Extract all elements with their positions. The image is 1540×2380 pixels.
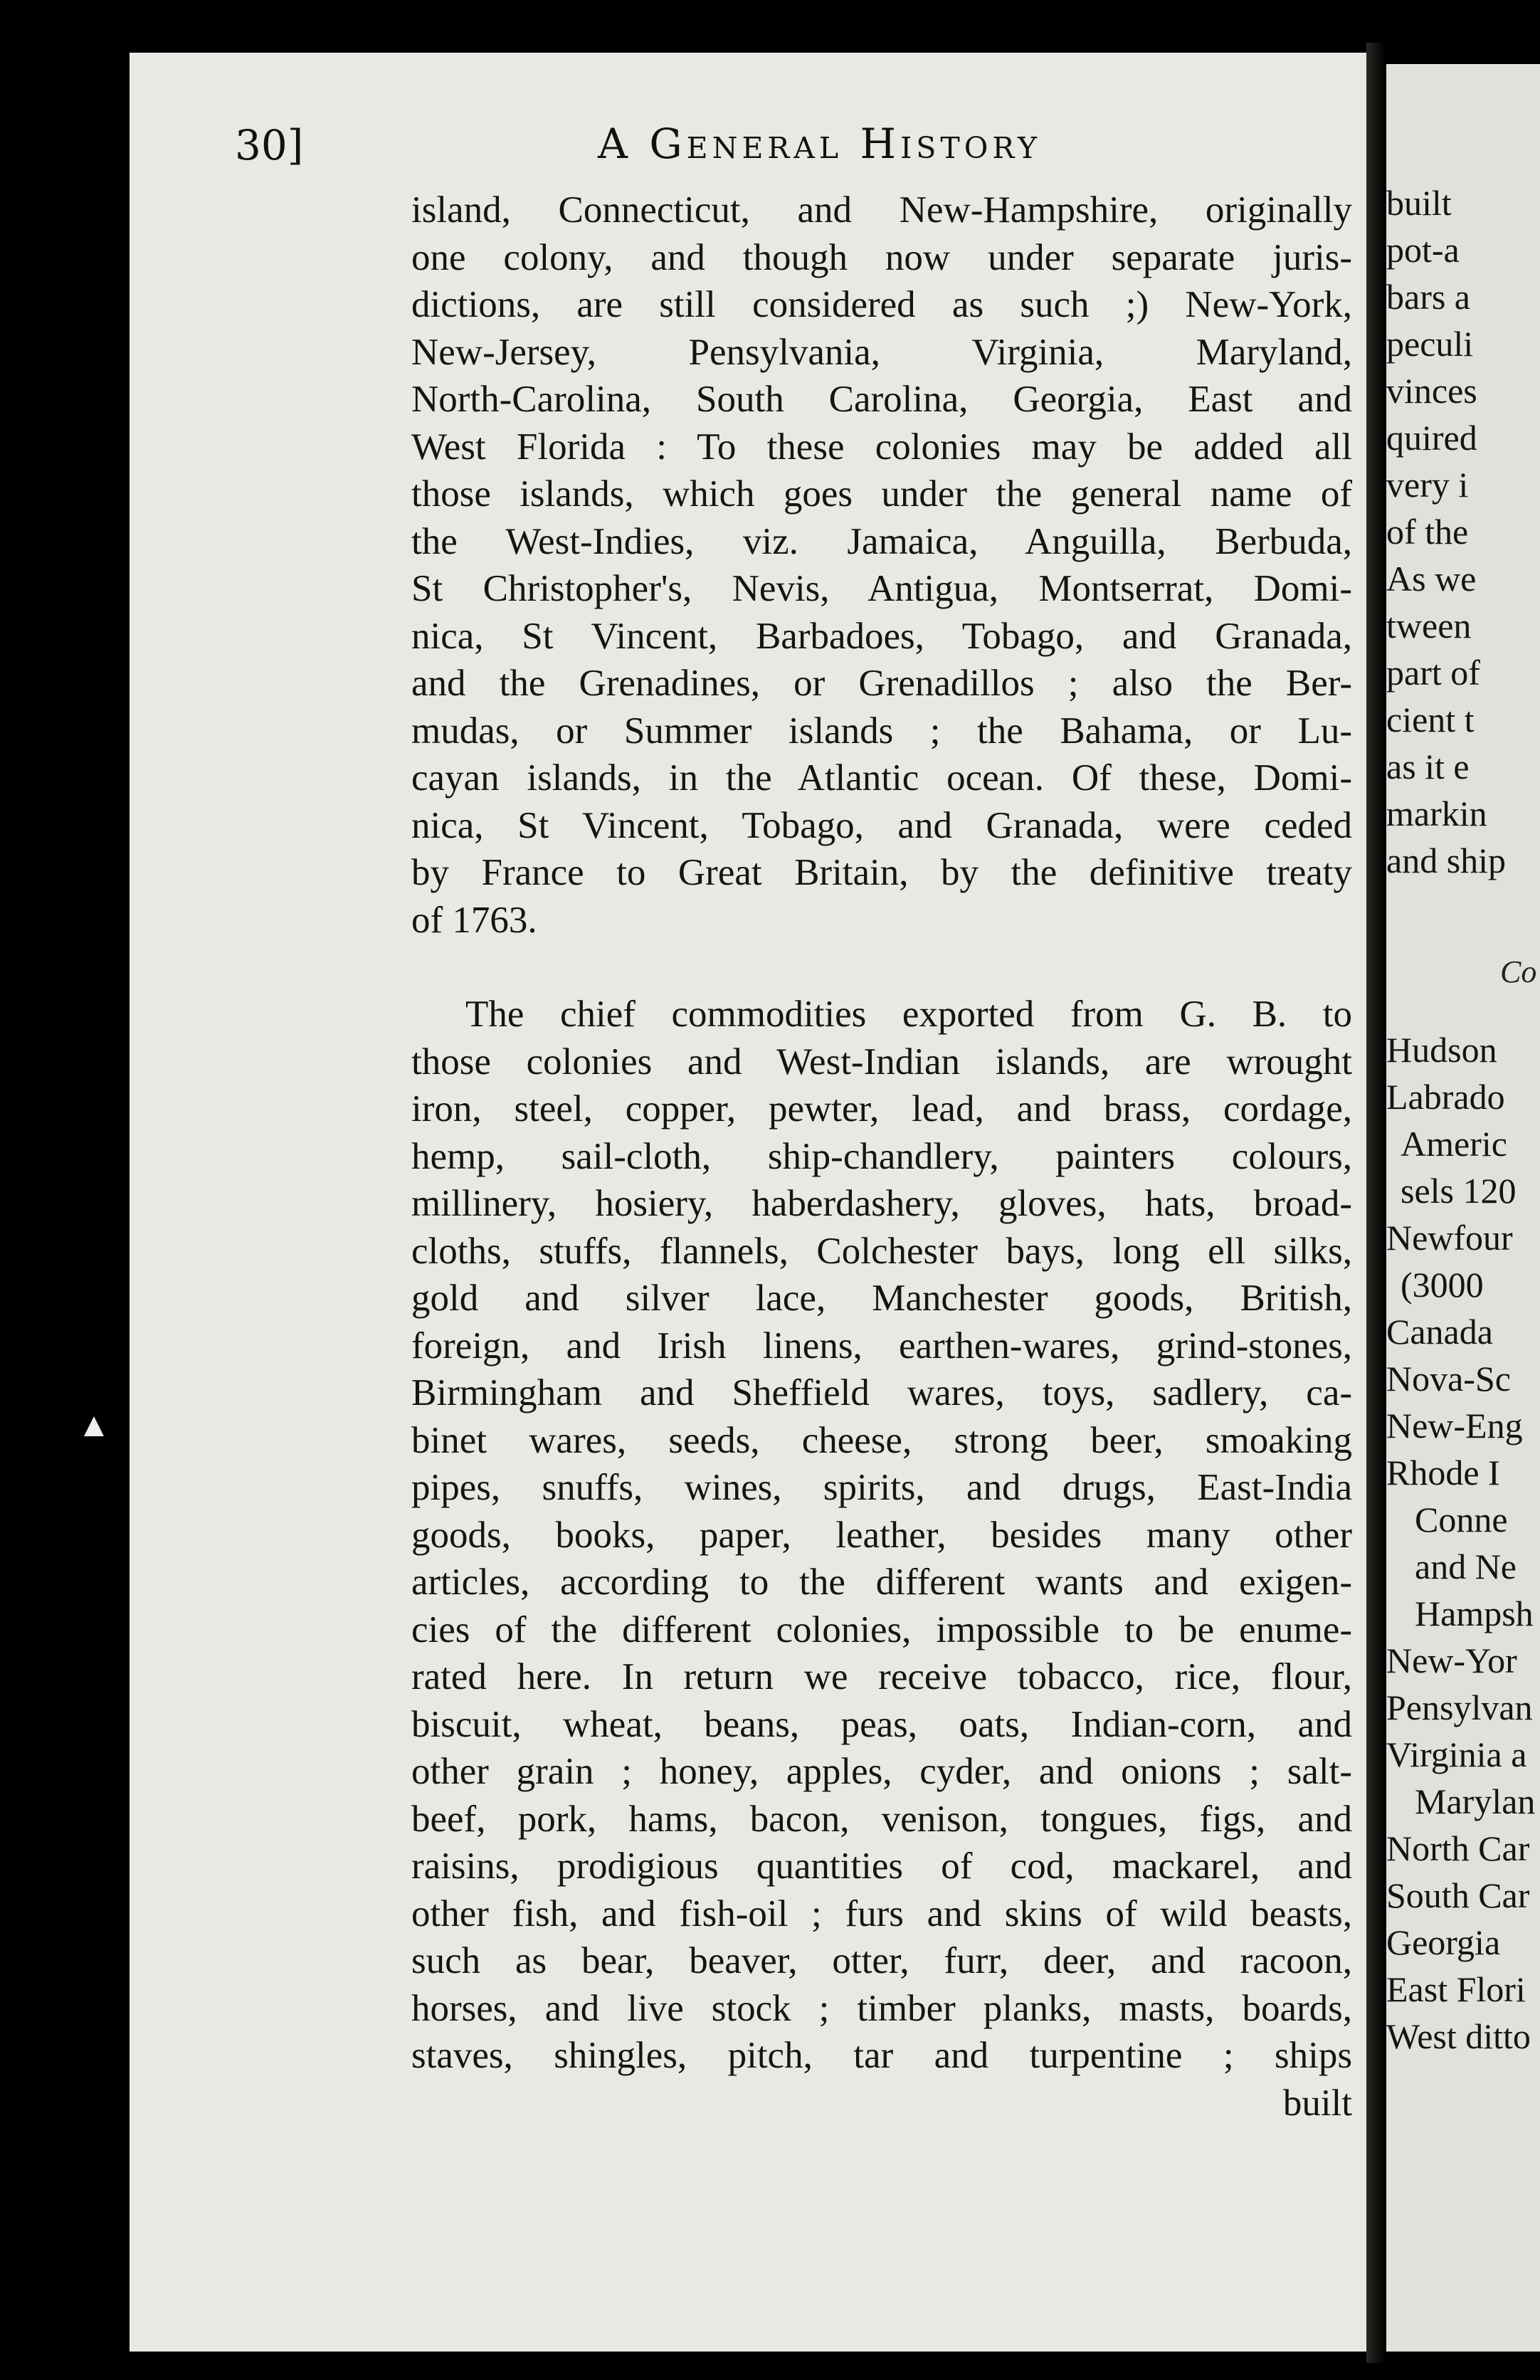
text-line: dictions, are still considered as such ;) New-York, — [411, 284, 1352, 325]
right-line: built — [1386, 183, 1452, 223]
text-line: those colonies and West-Indian islands, are wrought — [411, 1041, 1352, 1083]
text-line: rated here. In return we receive tobacco, rice, flour, — [411, 1656, 1352, 1697]
table-row: Labrado — [1386, 1077, 1505, 1117]
paragraph-1 — [411, 186, 1352, 944]
margin-arrow-icon — [84, 1416, 104, 1436]
text-line: by France to Great Britain, by the definitive treaty — [411, 852, 1352, 893]
right-line: very i — [1386, 465, 1469, 505]
table-row: Hampsh — [1415, 1594, 1534, 1633]
table-row: (3000 — [1401, 1265, 1484, 1305]
right-page-heading: Co — [1500, 954, 1537, 989]
right-page-text — [1386, 179, 1540, 884]
table-row: Conne — [1415, 1500, 1508, 1539]
text-line: and the Grenadines, or Grenadillos ; also the Ber- — [411, 663, 1352, 704]
table-row: East Flori — [1386, 1969, 1526, 2009]
body-text — [411, 186, 1352, 2127]
text-line: North-Carolina, South Carolina, Georgia, East and — [411, 379, 1352, 420]
text-line: the West-Indies, viz. Jamaica, Anguilla, Berbuda, — [411, 520, 1352, 562]
right-line: vinces — [1386, 371, 1477, 411]
right-line: part of — [1386, 653, 1480, 693]
right-line: bars a — [1386, 277, 1470, 317]
text-line: nica, St Vincent, Tobago, and Granada, were ceded — [411, 804, 1352, 846]
table-row: Marylan — [1415, 1781, 1536, 1821]
table-row: Canada — [1386, 1312, 1493, 1352]
text-line: New-Jersey, Pensylvania, Virginia, Maryland, — [411, 331, 1352, 373]
text-line: cies of the different colonies, impossible to be enume- — [411, 1608, 1352, 1650]
table-row: Pensylvan — [1386, 1687, 1533, 1727]
right-page-table — [1386, 1026, 1540, 2060]
table-row: Rhode I — [1386, 1453, 1500, 1492]
text-line: gold and silver lace, Manchester goods, British, — [411, 1278, 1352, 1319]
table-row: Newfour — [1386, 1218, 1513, 1258]
right-line: peculi — [1386, 324, 1474, 364]
text-line: those islands, which goes under the general name of — [411, 473, 1352, 515]
right-line: quired — [1386, 418, 1477, 458]
catchword: built — [1282, 2082, 1352, 2124]
text-line: pipes, snuffs, wines, spirits, and drugs, East-India — [411, 1467, 1352, 1508]
table-row: West ditto — [1386, 2016, 1531, 2056]
text-line: other fish, and fish-oil ; furs and skins of wild beasts, — [411, 1892, 1352, 1934]
table-row: North Car — [1386, 1828, 1530, 1868]
table-row: Americ — [1401, 1124, 1507, 1164]
table-row: Nova-Sc — [1386, 1359, 1511, 1399]
text-line: St Christopher's, Nevis, Antigua, Montserrat, Domi- — [411, 568, 1352, 609]
text-line: nica, St Vincent, Barbadoes, Tobago, and Granada, — [411, 615, 1352, 657]
right-line: of the — [1386, 512, 1469, 552]
text-line: beef, pork, hams, bacon, venison, tongues, figs, and — [411, 1798, 1352, 1840]
table-row: New-Eng — [1386, 1406, 1523, 1446]
text-line: mudas, or Summer islands ; the Bahama, or Lu- — [411, 710, 1352, 752]
text-line: other grain ; honey, apples, cyder, and onions ; salt- — [411, 1751, 1352, 1792]
text-line: biscuit, wheat, beans, peas, oats, Indian-corn, and — [411, 1703, 1352, 1745]
table-row: New-Yor — [1386, 1641, 1517, 1680]
table-row: sels 120 — [1401, 1171, 1517, 1211]
text-line: iron, steel, copper, pewter, lead, and brass, cordage, — [411, 1088, 1352, 1130]
text-line: of 1763. — [411, 899, 537, 941]
right-line: and ship — [1386, 841, 1507, 880]
text-line: binet wares, seeds, cheese, strong beer, smoaking — [411, 1419, 1352, 1461]
right-page — [1386, 64, 1540, 2352]
page-number: 30] — [235, 121, 304, 169]
text-line: articles, according to the different wants and exigen- — [411, 1562, 1352, 1603]
right-line: tween — [1386, 606, 1472, 646]
text-line: horses, and live stock ; timber planks, masts, boards, — [411, 1987, 1352, 2029]
text-line: island, Connecticut, and New-Hampshire, originally — [411, 189, 1352, 231]
running-head: A General History — [598, 120, 1042, 168]
table-row: Virginia a — [1386, 1734, 1527, 1774]
text-line: Birmingham and Sheffield wares, toys, sadlery, ca- — [411, 1372, 1352, 1413]
right-line: markin — [1386, 794, 1487, 833]
text-line: cayan islands, in the Atlantic ocean. Of these, Domi- — [411, 757, 1352, 799]
right-line: As we — [1386, 559, 1477, 599]
text-line: staves, shingles, pitch, tar and turpentine ; ships — [411, 2035, 1352, 2076]
text-line: cloths, stuffs, flannels, Colchester bays, long ell silks, — [411, 1230, 1352, 1272]
text-line: millinery, hosiery, haberdashery, gloves, hats, broad- — [411, 1183, 1352, 1224]
text-line: West Florida : To these colonies may be added all — [411, 426, 1352, 468]
text-line: The chief commodities exported from G. B. to — [465, 994, 1352, 1035]
text-line: hemp, sail-cloth, ship-chandlery, painters colours, — [411, 1135, 1352, 1177]
text-line: one colony, and though now under separate juris- — [411, 236, 1352, 278]
right-line: as it e — [1386, 747, 1470, 786]
table-row: and Ne — [1415, 1547, 1517, 1586]
paragraph-2 — [411, 991, 1352, 2127]
text-line: goods, books, paper, leather, besides many other — [411, 1514, 1352, 1556]
table-row: Hudson — [1386, 1030, 1497, 1070]
table-row: South Car — [1386, 1875, 1530, 1915]
text-line: foreign, and Irish linens, earthen-wares, grind-stones, — [411, 1325, 1352, 1367]
table-row: Georgia — [1386, 1922, 1501, 1962]
right-line: pot-a — [1386, 230, 1460, 270]
right-line: cient t — [1386, 700, 1475, 739]
text-line: raisins, prodigious quantities of cod, mackarel, and — [411, 1845, 1352, 1887]
text-line: such as bear, beaver, otter, furr, deer, and racoon, — [411, 1940, 1352, 1981]
